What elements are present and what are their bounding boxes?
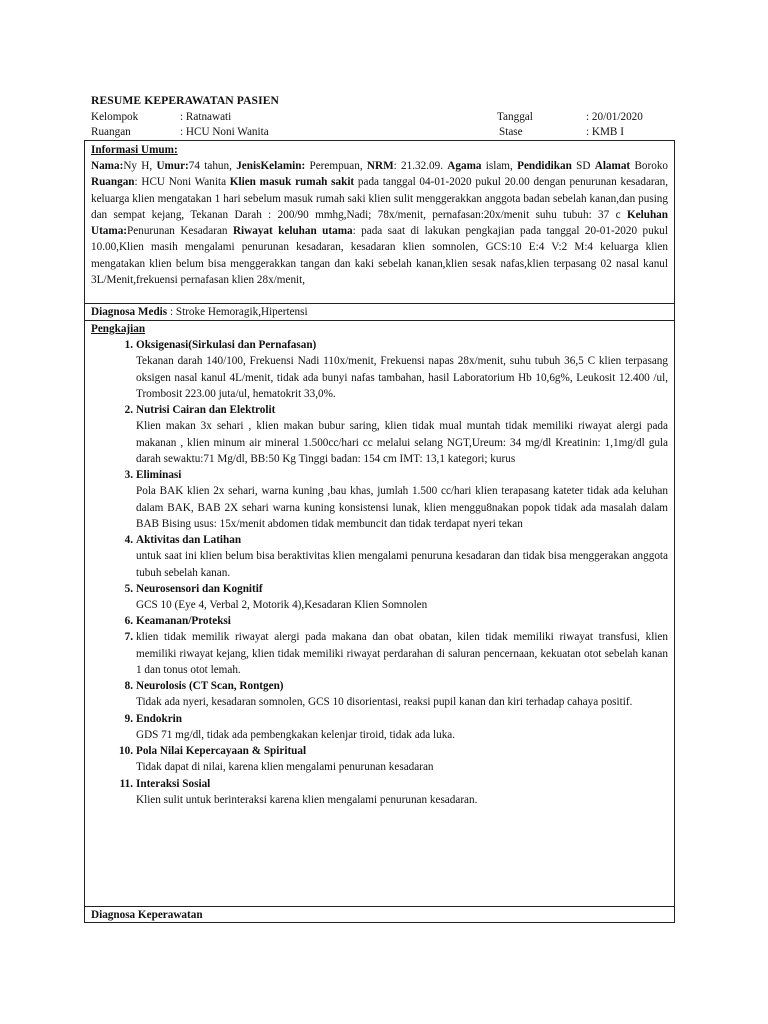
jenis-kelamin-value: Perempuan,	[305, 160, 367, 173]
item-text: Pola BAK klien 2x sehari, warna kuning ,bau khas, jumlah 1.500 cc/hari klien terapasang kateter tidak ada keluhan dalam BAK, BAB 2X sehari warna kuning konsistensi lunak, klien menggu8nakan popok tidak ada masalah dalam BAB Bising usus: 15x/menit abdomen tidak membuncit dan tidak terdapat nyeri tekan	[136, 485, 668, 530]
pengkajian-section	[85, 321, 674, 907]
pengkajian-item	[91, 711, 668, 743]
pengkajian-item	[91, 337, 668, 402]
klien-masuk-value: pada tanggal 04-01-2020 pukul 20.00 dengan penurunan kesadaran, keluarga klien mengatakan 1 hari sebelum masuk rumah saki klien sulit menggerakkan anggota badan sebelah kanan,dan pusing dan sempat kejang, Tekanan Darah : 200/90 mmhg,Nadi; 78x/menit, pernafasan:20x/menit suhu tubuh: 37 c	[91, 176, 668, 221]
item-number: 3.	[124, 469, 133, 482]
agama-value: islam,	[481, 160, 518, 173]
kelompok-label: Kelompok	[91, 111, 139, 123]
tanggal-value: : 20/01/2020	[586, 111, 643, 123]
item-number: 5.	[124, 582, 133, 595]
document-title: RESUME KEPERAWATAN PASIEN	[91, 94, 280, 107]
item-text: Tekanan darah 140/100, Frekuensi Nadi 110x/menit, Frekuensi napas 28x/menit, suhu tubuh 36,5 C klien terpasang oksigen nasal kanul 4L/menit, tidak ada bunyi nafas tambahan, hasil Laboratorium Hb 10,6g%, Leukosit 12.400 /ul, Trombosit 223.00 juta/ul, hematokrit 33,0%.	[136, 355, 668, 400]
pendidikan-label: Pendidikan	[517, 160, 572, 173]
item-title: Aktivitas dan Latihan	[136, 534, 242, 547]
agama-label: Agama	[447, 160, 482, 173]
alamat-value: Boroko	[630, 160, 669, 173]
informasi-umum-header: Informasi Umum:	[91, 144, 178, 156]
item-number: 7.	[124, 631, 133, 644]
tanggal-label: Tanggal	[497, 111, 533, 123]
nama-label: Nama:	[91, 160, 124, 173]
kelompok-value: : Ratnawati	[180, 111, 232, 123]
diagnosa-medis-value: : Stroke Hemoragik,Hipertensi	[167, 306, 308, 318]
pendidikan-value: SD	[571, 160, 591, 173]
resume-table	[84, 140, 675, 923]
pengkajian-item	[91, 743, 668, 775]
item-title: Interaksi Sosial	[136, 777, 211, 790]
informasi-umum-section	[85, 141, 674, 304]
item-number: 9.	[124, 712, 133, 725]
nama-value: Ny H,	[123, 160, 157, 173]
item-text: Tidak ada nyeri, kesadaran somnolen, GCS 10 disorientasi, reaksi pupil kanan dan kiri terhadap cahaya positif.	[136, 696, 633, 709]
pengkajian-item	[91, 581, 668, 613]
item-text: Klien makan 3x sehari , klien makan bubur saring, klien tidak mual muntah tidak memiliki riwayat alergi pada makanan , klien minum air mineral 1.500cc/hari cc melalui selang NGT,Ureum: 34 mg/dl Kreatinin: 1,1mg/dl gula darah sewaktu:71 Mg/dl, BB:50 Kg Tinggi badan: 154 cm IMT: 13,1 kategori; kurus	[136, 420, 668, 465]
item-text: klien tidak memilik riwayat alergi pada makana dan obat obatan, kilen tidak memiliki riwayat transfusi, klien memiliki riwayat kejang, klien tidak memiliki riwayat perdarahan di saluran pencernaan, kekuatan otot sebelah kanan 1 dan tonus otot lemah.	[136, 631, 668, 676]
item-title: Neurosensori dan Kognitif	[136, 582, 263, 595]
nrm-label: NRM	[366, 160, 394, 173]
item-title: Neurolosis (CT Scan, Rontgen)	[136, 680, 284, 693]
keluhan-utama-value: Penurunan Kesadaran	[127, 225, 233, 238]
item-text: Klien sulit untuk berinteraksi karena klien mengalami penurunan kesadaran.	[136, 793, 478, 806]
item-number: 11.	[119, 777, 133, 790]
riwayat-keluhan-value: : pada saat di lakukan pengkajian pada tanggal 20-01-2020 pukul 10.00,Klien masih mengalami penurunan kesadaran, kesadaran klien somnolen, GCS:10 E:4 V:2 M:4 keluarga klien mengatakan klien belum bisa menggerakkan tangan dan kaki sebelah kanan,klien sesak nafas,klien terpasang 02 nasal kanul 3L/Menit,frekuensi pernafasan klien 28x/menit,	[91, 225, 668, 286]
item-number: 1.	[124, 339, 133, 352]
informasi-umum-text	[91, 158, 668, 288]
pengkajian-list	[91, 337, 668, 808]
umur-value: 74 tahun,	[188, 160, 237, 173]
pengkajian-item	[91, 467, 668, 532]
riwayat-keluhan-label: Riwayat keluhan utama	[232, 225, 353, 238]
item-number: 8.	[124, 680, 133, 693]
stase-value: : KMB I	[586, 126, 624, 138]
jenis-kelamin-label: JenisKelamin:	[236, 160, 306, 173]
item-text: GDS 71 mg/dl, tidak ada pembengkakan kelenjar tiroid, tidak ada luka.	[136, 728, 456, 741]
ruangan-value: : HCU Noni Wanita	[134, 176, 230, 189]
item-number: 10.	[119, 745, 133, 758]
item-title: Nutrisi Cairan dan Elektrolit	[136, 404, 276, 417]
pengkajian-item	[91, 613, 668, 629]
item-number: 6.	[124, 615, 133, 628]
item-text: GCS 10 (Eye 4, Verbal 2, Motorik 4),Kesadaran Klien Somnolen	[136, 598, 428, 611]
ruangan-label: Ruangan	[91, 126, 131, 138]
ruangan-label: Ruangan	[91, 176, 135, 189]
item-number: 2.	[124, 404, 133, 417]
pengkajian-item	[91, 402, 668, 467]
nrm-value: : 21.32.09.	[393, 160, 448, 173]
keluhan-utama-label: Keluhan Utama:	[91, 208, 668, 238]
item-title: Eliminasi	[136, 469, 182, 482]
diagnosa-medis-label: Diagnosa Medis	[91, 306, 168, 318]
item-number: 4.	[124, 534, 133, 547]
klien-masuk-label: Klien masuk rumah sakit	[229, 176, 355, 189]
pengkajian-header: Pengkajian	[91, 323, 146, 335]
diagnosa-keperawatan-label: Diagnosa Keperawatan	[91, 909, 203, 921]
item-title: Endokrin	[136, 712, 183, 725]
diagnosa-medis-section	[85, 304, 674, 321]
item-title: Pola Nilai Kepercayaan & Spiritual	[136, 745, 307, 758]
stase-label: Stase	[499, 126, 523, 138]
alamat-label: Alamat	[594, 160, 631, 173]
item-title: Oksigenasi(Sirkulasi dan Pernafasan)	[136, 339, 317, 352]
item-text: untuk saat ini klien belum bisa beraktivitas klien mengalami penuruna kesadaran dan tidak bisa menggerakan anggota tubuh sebelah kanan.	[136, 550, 668, 579]
item-title: Keamanan/Proteksi	[136, 615, 231, 628]
umur-label: Umur:	[156, 160, 189, 173]
pengkajian-item	[91, 532, 668, 581]
pengkajian-item	[91, 678, 668, 710]
pengkajian-item	[91, 629, 668, 678]
pengkajian-item	[91, 776, 668, 808]
ruangan-value: : HCU Noni Wanita	[180, 126, 269, 138]
item-text: Tidak dapat di nilai, karena klien mengalami penurunan kesadaran	[136, 761, 434, 774]
diagnosa-keperawatan-section	[85, 907, 674, 924]
